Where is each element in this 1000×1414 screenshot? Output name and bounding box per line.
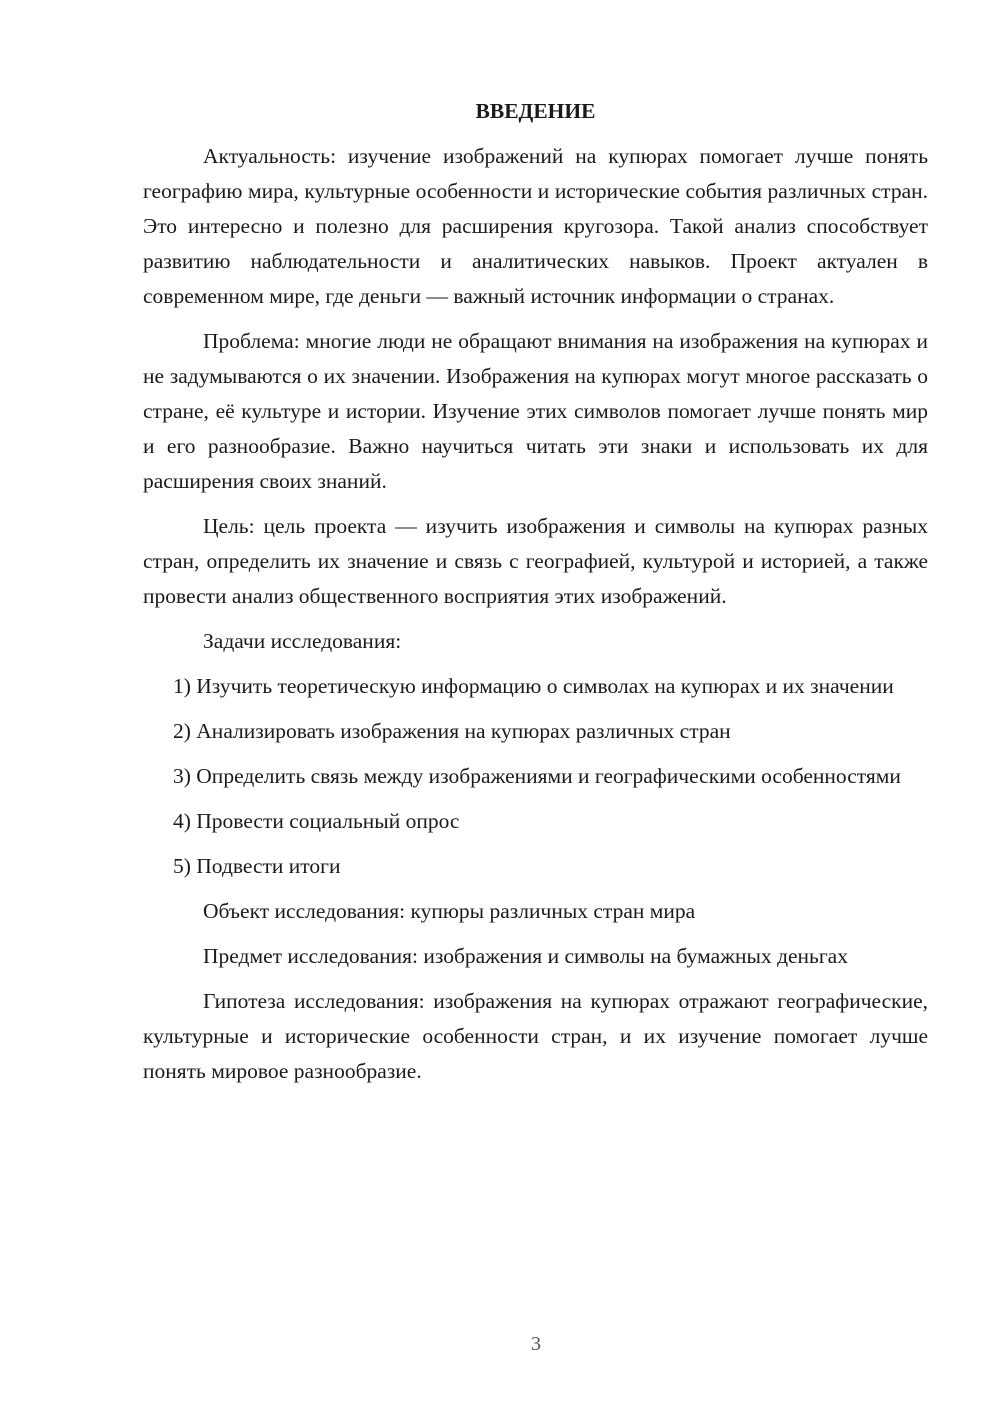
paragraph-relevance: Актуальность: изучение изображений на купюрах помогает лучше понять географию мира, культурные особенности и исторические события различных стран. Это интересно и полезно для расширения кругозора. Такой анализ способствует развитию наблюдательности и аналитических навыков. Проект актуален в современном мире, где деньги — важный источник информации о странах. xyxy=(143,144,928,308)
document-page xyxy=(143,93,928,1099)
task-item: 1) Изучить теоретическую информацию о символах на купюрах и их значении xyxy=(173,674,894,698)
paragraph-hypothesis: Гипотеза исследования: изображения на купюрах отражают географические, культурные и исторические особенности стран, и их изучение помогает лучше понять мировое разнообразие. xyxy=(143,989,928,1083)
section-heading: ВВЕДЕНИЕ xyxy=(475,99,596,123)
task-item: 5) Подвести итоги xyxy=(173,854,341,878)
paragraph-problem: Проблема: многие люди не обращают внимания на изображения на купюрах и не задумываются о их значении. Изображения на купюрах могут многое рассказать о стране, её культуре и истории. Изучение этих символов помогает лучше понять мир и его разнообразие. Важно научиться читать эти знаки и использовать их для расширения своих знаний. xyxy=(143,329,928,493)
task-item: 4) Провести социальный опрос xyxy=(173,809,460,833)
paragraph-goal: Цель: цель проекта — изучить изображения и символы на купюрах разных стран, определить их значение и связь с географией, культурой и историей, а также провести анализ общественного восприятия этих изображений. xyxy=(143,514,928,608)
page-number: 3 xyxy=(531,1333,541,1355)
paragraph-subject: Предмет исследования: изображения и символы на бумажных деньгах xyxy=(203,944,848,968)
tasks-title: Задачи исследования: xyxy=(203,629,402,653)
task-item: 2) Анализировать изображения на купюрах различных стран xyxy=(173,719,731,743)
paragraph-object: Объект исследования: купюры различных стран мира xyxy=(203,899,696,923)
task-item: 3) Определить связь между изображениями и географическими особенностями xyxy=(173,764,901,788)
